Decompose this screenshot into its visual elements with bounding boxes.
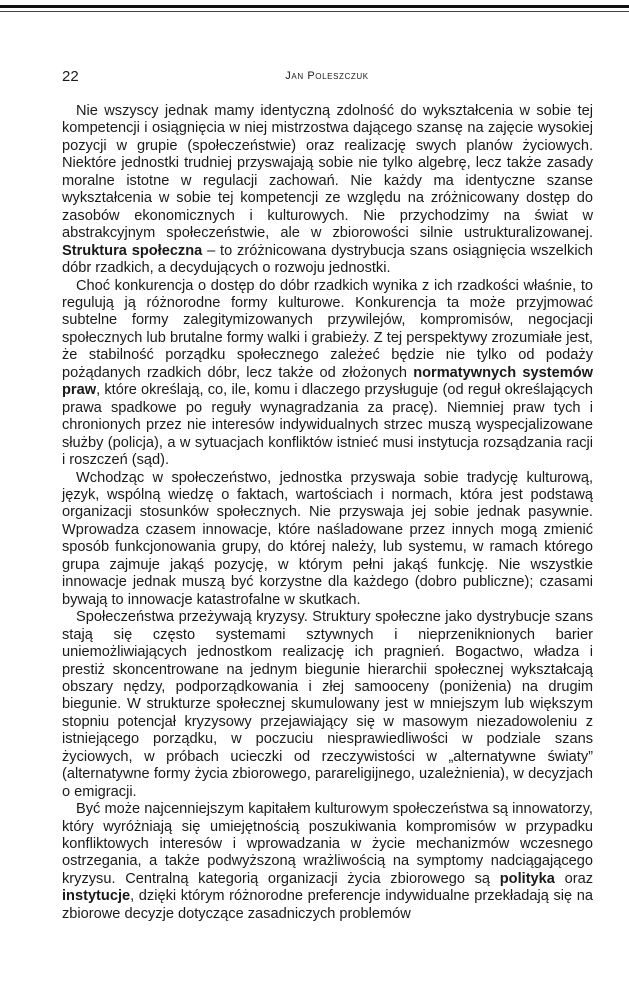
text-segment: Społeczeństwa przeżywają kryzysy. Struktury społeczne jako dystrybucje szans stają się często systemami sztywnych i nieprzeniknionych barier uniemożliwiających jednostkom realizację ich pragnień. Bogactwo, władza i prestiż skoncentrowane na jednym biegunie hierarchii społecznej wykształcają obszary nędzy, podporządkowania i złej samooceny (poniżenia) na drugim biegunie. W strukturze społecznej skumulowany jest w mniejszym lub większym stopniu potencjał kryzysowy przejawiający się w masowym niezadowoleniu z istniejącego porządku, w poczuciu niesprawiedliwości w podziale szans życiowych, w próbach ucieczki od rzeczywistości w „alternatywne światy” (alternatywne formy życia zbiorowego, parareligijnego, uzależnienia), w decyzjach o emigracji. — [62, 609, 593, 800]
top-rule-thin — [0, 11, 629, 12]
body-text — [62, 103, 593, 923]
paragraph — [62, 278, 593, 470]
page-header — [62, 68, 592, 88]
bold-term: Struktura społeczna — [62, 242, 203, 259]
text-segment: Być może najcenniejszym kapitałem kulturowym społeczeństwa są innowatorzy, który wyróżniają się umiejętnością poszukiwania kompromisów w przypadku konfliktowych interesów i wprowadzania w życie mechanizmów wczesnego ostrzegania, a także podwyższoną wrażliwością na symptomy nadciągającego kryzysu. Centralną kategorią organizacji życia zbiorowego są — [62, 801, 593, 887]
paragraph — [62, 470, 593, 610]
paragraph — [62, 609, 593, 801]
paragraph — [62, 801, 593, 923]
text-segment: , dzięki którym różnorodne preferencje indywidualne przekładają się na zbiorowe decyzje dotyczące zasadniczych problemów — [62, 888, 593, 922]
running-head: Jan Poleszczuk — [285, 70, 369, 82]
bold-term: instytucje — [62, 888, 131, 905]
text-segment: oraz — [554, 870, 593, 887]
text-segment: Nie wszyscy jednak mamy identyczną zdolność do wykształcenia w sobie tej kompetencji i osiągnięcia w niej mistrzostwa dającego szansę na zajęcie wysokiej pozycji w grupie (społeczeństwie) oraz realizację swych planów życiowych. Niektóre jednostki trudniej przyswajają sobie nie tylko algebrę, lecz także zasady moralne istotne w regulacji zachowań. Nie każdy ma identyczne szanse wykształcenia w sobie tej kompetencji ze względu na zróżnicowany dostęp do zasobów ekonomicznych i kulturowych. Nie przychodzimy na świat w abstrakcyjnym społeczeństwie, ale w zbiorowości silnie ustrukturalizowanej. — [62, 103, 593, 242]
text-segment: Choć konkurencja o dostęp do dóbr rzadkich wynika z ich rzadkości właśnie, to regulują ją różnorodne formy kulturowe. Konkurencja ta może przyjmować subtelne formy zalegitymizowanych przywilejów, kompromisów, negocjacji społecznych lub brutalne formy walki i grabieży. Z tej perspektywy zrozumiałe jest, że stabilność porządku społecznego zależeć będzie nie tylko od podaży pożądanych rzadkich dóbr, lecz także od złożonych — [62, 277, 593, 381]
bold-term: polityka — [499, 870, 555, 887]
top-rule-thick — [0, 5, 629, 8]
paragraph — [62, 103, 593, 278]
text-segment: Wchodząc w społeczeństwo, jednostka przyswaja sobie tradycję kulturową, język, wspólną wiedzę o faktach, wartościach i normach, która jest podstawą organizacji stosunków społecznych. Nie przyswaja jej sobie jednak pasywnie. Wprowadza czasem innowacje, które naśladowane przez innych mogą zmienić sposób funkcjonowania grupy, do której należy, lub systemu, w ramach którego grupa zajmuje jakąś pozycję, w którym pełni jakąś funkcję. Nie wszystkie innowacje jednak muszą być korzystne dla każdego (dobro publiczne); czasami bywają to innowacje katastrofalne w skutkach. — [62, 469, 593, 608]
text-segment: – to zróżnicowana dystrybucja szans osiągnięcia wszelkich dóbr rzadkich, a decydujących o rozwoju jednostki. — [62, 242, 593, 277]
bold-term: normatywnych systemów praw — [62, 364, 593, 399]
page-number: 22 — [62, 68, 79, 85]
text-segment: , które określają, co, ile, komu i dlaczego przysługuje (od reguł określających prawa spadkowe po reguły wynagradzania za pracę). Niemniej praw tych i chronionych przez nie interesów indywidualnych strzec muszą wyspecjalizowane służby (policja), a w sytuacjach konfliktów istnieć musi instytucja rozsądzania racji i roszczeń (sąd). — [62, 382, 593, 469]
